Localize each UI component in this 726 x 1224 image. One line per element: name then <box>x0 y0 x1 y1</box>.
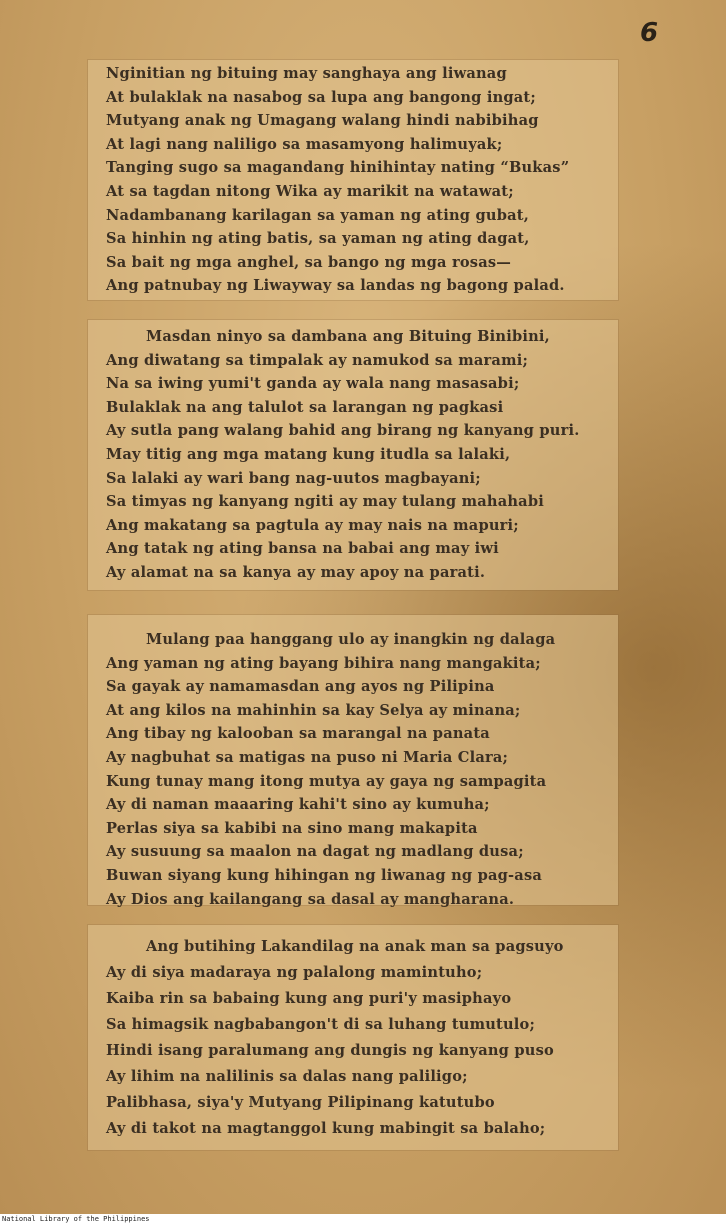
poem-stanza-4 <box>106 934 626 1142</box>
poem-stanza-1 <box>106 62 626 298</box>
poem-line: At ang kilos na mahinhin sa kay Selya ay minana; <box>106 701 521 719</box>
poem-line: Perlas siya sa kabibi na sino mang makapita <box>106 819 478 837</box>
poem-line: Ang tatak ng ating bansa na babai ang may iwi <box>106 540 499 558</box>
poem-line: Ay di naman maaaring kahi't sino ay kumuha; <box>106 796 490 814</box>
poem-line: Ay nagbuhat sa matigas na puso ni Maria Clara; <box>106 748 509 766</box>
poem-line: Ay Dios ang kailangang sa dasal ay mangharana. <box>106 890 515 908</box>
poem-line: Ang diwatang sa timpalak ay namukod sa marami; <box>106 351 529 369</box>
poem-line: Tanging sugo sa magandang hinihintay nating “Bukas” <box>106 159 570 177</box>
poem-line: Ay susuung sa maalon na dagat ng madlang dusa; <box>106 843 524 861</box>
poem-line: Ang yaman ng ating bayang bihira nang mangakita; <box>106 654 541 672</box>
poem-line: Sa lalaki ay wari bang nag-uutos magbayani; <box>106 469 481 487</box>
poem-line: Kung tunay mang itong mutya ay gaya ng sampagita <box>106 772 547 790</box>
poem-line: Nadambanang karilagan sa yaman ng ating gubat, <box>106 206 529 224</box>
poem-line: Ang butihing Lakandilag na anak man sa pagsuyo <box>146 938 564 955</box>
poem-line: Mulang paa hanggang ulo ay inangkin ng dalaga <box>146 631 556 648</box>
poem-line: At bulaklak na nasabog sa lupa ang bangong ingat; <box>106 88 536 106</box>
poem-line: Ay di siya madaraya ng palalong mamintuho; <box>106 964 483 981</box>
poem-stanza-2 <box>106 325 626 585</box>
poem-line: Mutyang anak ng Umagang walang hindi nabibihag <box>106 112 539 130</box>
library-footer: National Library of the Philippines <box>2 1215 150 1223</box>
poem-line: Ang makatang sa pagtula ay may nais na mapuri; <box>106 516 519 534</box>
poem-line: Ay lihim na nalilinis sa dalas nang paliligo; <box>106 1068 468 1085</box>
footer-bar <box>0 1214 726 1224</box>
poem-line: Sa himagsik nagbabangon't di sa luhang tumutulo; <box>106 1016 536 1033</box>
poem-line: May titig ang mga matang kung itudla sa lalaki, <box>106 445 511 463</box>
poem-line: Sa gayak ay namamasdan ang ayos ng Pilipina <box>106 678 495 696</box>
poem-line: Kaiba rin sa babaing kung ang puri'y masiphayo <box>106 990 512 1007</box>
poem-line: Bulaklak na ang talulot sa larangan ng pagkasi <box>106 398 504 416</box>
poem-line: At sa tagdan nitong Wika ay marikit na watawat; <box>106 182 514 200</box>
poem-line: Sa hinhin ng ating batis, sa yaman ng ating dagat, <box>106 230 530 248</box>
poem-line: Ay di takot na magtanggol kung mabingit sa balaho; <box>106 1120 546 1137</box>
poem-line: Hindi isang paralumang ang dungis ng kanyang puso <box>106 1042 554 1059</box>
page-number: 6 <box>640 18 659 48</box>
poem-line: Ay sutla pang walang bahid ang birang ng kanyang puri. <box>106 422 580 440</box>
poem-line: At lagi nang naliligo sa masamyong halimuyak; <box>106 135 503 153</box>
poem-line: Masdan ninyo sa dambana ang Bituing Binibini, <box>146 328 550 345</box>
poem-line: Palibhasa, siya'y Mutyang Pilipinang katutubo <box>106 1094 495 1111</box>
poem-stanza-3 <box>106 628 626 911</box>
poem-line: Nginitian ng bituing may sanghaya ang liwanag <box>106 65 507 82</box>
poem-line: Sa bait ng mga anghel, sa bango ng mga rosas— <box>106 253 512 271</box>
poem-line: Buwan siyang kung hihingan ng liwanag ng pag-asa <box>106 866 543 884</box>
poem-line: Sa timyas ng kanyang ngiti ay may tulang mahahabi <box>106 493 544 511</box>
poem-line: Ang tibay ng kalooban sa marangal na panata <box>106 725 490 743</box>
poem-line: Ang patnubay ng Liwayway sa landas ng bagong palad. <box>106 277 565 295</box>
poem-line: Ay alamat na sa kanya ay may apoy na parati. <box>106 563 486 581</box>
poem-line: Na sa iwing yumi't ganda ay wala nang masasabi; <box>106 375 520 393</box>
